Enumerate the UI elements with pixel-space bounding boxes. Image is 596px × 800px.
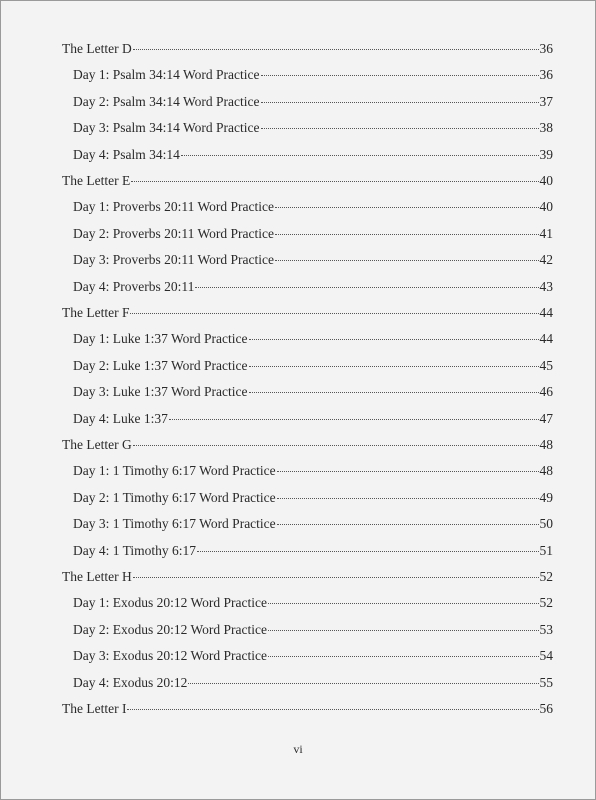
dot-leader xyxy=(261,102,539,103)
toc-subentry[interactable] xyxy=(73,358,553,374)
toc-section-entry[interactable] xyxy=(62,305,553,321)
toc-entry-page-number: 39 xyxy=(539,146,553,162)
dot-leader xyxy=(261,128,539,129)
toc-subentry[interactable] xyxy=(73,252,553,268)
toc-entry-title: The Letter H xyxy=(62,569,132,584)
toc-subentry[interactable] xyxy=(73,199,553,215)
dot-leader xyxy=(133,49,539,50)
toc-entry-title: Day 1: Exodus 20:12 Word Practice xyxy=(73,595,268,611)
toc-subentry[interactable] xyxy=(73,675,553,691)
toc-section-entry[interactable] xyxy=(62,173,553,189)
dot-leader xyxy=(249,392,539,393)
toc-entry-title: Day 4: Proverbs 20:11 xyxy=(73,278,195,294)
toc-entry-title: Day 2: 1 Timothy 6:17 Word Practice xyxy=(73,489,276,505)
toc-entry-page-number: 36 xyxy=(539,67,553,83)
dot-leader xyxy=(130,313,538,314)
dot-leader xyxy=(249,366,539,367)
toc-subentry[interactable] xyxy=(73,622,553,638)
toc-entry-page-number: 49 xyxy=(539,489,553,505)
toc-section-entry[interactable] xyxy=(62,41,553,57)
toc-section-entry[interactable] xyxy=(62,701,553,717)
dot-leader xyxy=(127,709,538,710)
toc-entry-title: Day 3: Luke 1:37 Word Practice xyxy=(73,384,248,400)
toc-entry-page-number: 44 xyxy=(539,331,553,347)
toc-entry-page-number: 53 xyxy=(539,621,553,637)
toc-subentry[interactable] xyxy=(73,147,553,163)
toc-subentry[interactable] xyxy=(73,490,553,506)
toc-entry-page-number: 43 xyxy=(539,278,553,294)
toc-entry-page-number: 45 xyxy=(539,357,553,373)
dot-leader xyxy=(277,498,539,499)
toc-entry-page-number: 42 xyxy=(539,252,553,268)
dot-leader xyxy=(268,630,538,631)
dot-leader xyxy=(195,287,538,288)
dot-leader xyxy=(268,603,538,604)
toc-entry-title: Day 4: Exodus 20:12 xyxy=(73,674,188,690)
toc-entry-title: Day 4: 1 Timothy 6:17 xyxy=(73,542,197,558)
toc-entry-page-number: 52 xyxy=(539,595,553,611)
dot-leader xyxy=(131,181,538,182)
toc-subentry[interactable] xyxy=(73,331,553,347)
toc-entry-title: Day 1: Luke 1:37 Word Practice xyxy=(73,331,248,347)
toc-entry-title: Day 1: Proverbs 20:11 Word Practice xyxy=(73,199,274,215)
toc-subentry[interactable] xyxy=(73,226,553,242)
toc-entry-page-number: 52 xyxy=(539,569,553,584)
toc-entry-title: Day 4: Psalm 34:14 xyxy=(73,146,180,162)
toc-entry-title: Day 3: 1 Timothy 6:17 Word Practice xyxy=(73,516,276,532)
toc-entry-page-number: 40 xyxy=(539,173,553,188)
dot-leader xyxy=(181,155,539,156)
toc-entry-page-number: 41 xyxy=(539,225,553,241)
toc-entry-title: Day 3: Psalm 34:14 Word Practice xyxy=(73,120,260,136)
toc-subentry[interactable] xyxy=(73,384,553,400)
dot-leader xyxy=(133,577,539,578)
toc-subentry[interactable] xyxy=(73,67,553,83)
dot-leader xyxy=(188,683,538,684)
toc-entry-page-number: 40 xyxy=(539,199,553,215)
dot-leader xyxy=(169,419,539,420)
toc-entry-page-number: 48 xyxy=(539,437,553,452)
dot-leader xyxy=(277,471,539,472)
toc-subentry[interactable] xyxy=(73,463,553,479)
toc-entry-page-number: 50 xyxy=(539,516,553,532)
toc-section-entry[interactable] xyxy=(62,437,553,453)
dot-leader xyxy=(249,339,539,340)
toc-entry-title: Day 2: Proverbs 20:11 Word Practice xyxy=(73,225,274,241)
toc-entry-page-number: 56 xyxy=(539,701,553,716)
toc-entry-page-number: 44 xyxy=(539,305,553,320)
toc-entry-page-number: 54 xyxy=(539,648,553,664)
dot-leader xyxy=(277,524,539,525)
toc-subentry[interactable] xyxy=(73,648,553,664)
toc-entry-title: Day 4: Luke 1:37 xyxy=(73,410,168,426)
toc-entry-page-number: 37 xyxy=(539,93,553,109)
toc-section-entry[interactable] xyxy=(62,569,553,585)
toc-entry-title: Day 2: Psalm 34:14 Word Practice xyxy=(73,93,260,109)
dot-leader xyxy=(275,260,539,261)
toc-entry-page-number: 48 xyxy=(539,463,553,479)
toc-entry-page-number: 47 xyxy=(539,410,553,426)
toc-entry-title: Day 1: Psalm 34:14 Word Practice xyxy=(73,67,260,83)
toc-entry-page-number: 46 xyxy=(539,384,553,400)
dot-leader xyxy=(275,234,539,235)
toc-entry-title: The Letter D xyxy=(62,41,132,56)
toc-subentry[interactable] xyxy=(73,516,553,532)
dot-leader xyxy=(197,551,538,552)
toc-subentry[interactable] xyxy=(73,279,553,295)
dot-leader xyxy=(275,207,539,208)
toc-subentry[interactable] xyxy=(73,411,553,427)
toc-entry-page-number: 36 xyxy=(539,41,553,56)
page-number: vi xyxy=(293,742,303,756)
toc-entry-page-number: 51 xyxy=(539,542,553,558)
toc-entry-title: The Letter E xyxy=(62,173,131,188)
toc-entry-page-number: 55 xyxy=(539,674,553,690)
toc-entry-page-number: 38 xyxy=(539,120,553,136)
toc-subentry[interactable] xyxy=(73,543,553,559)
toc-entry-title: Day 3: Proverbs 20:11 Word Practice xyxy=(73,252,274,268)
toc-entry-title: Day 3: Exodus 20:12 Word Practice xyxy=(73,648,268,664)
toc-subentry[interactable] xyxy=(73,94,553,110)
toc-subentry[interactable] xyxy=(73,120,553,136)
dot-leader xyxy=(261,75,539,76)
toc-entry-title: Day 1: 1 Timothy 6:17 Word Practice xyxy=(73,463,276,479)
dot-leader xyxy=(133,445,539,446)
dot-leader xyxy=(268,656,538,657)
toc-entry-title: Day 2: Exodus 20:12 Word Practice xyxy=(73,621,268,637)
toc-entry-title: The Letter I xyxy=(62,701,127,716)
toc-entry-title: The Letter F xyxy=(62,305,130,320)
toc-entry-title: Day 2: Luke 1:37 Word Practice xyxy=(73,357,248,373)
toc-subentry[interactable] xyxy=(73,595,553,611)
toc-entry-title: The Letter G xyxy=(62,437,132,452)
